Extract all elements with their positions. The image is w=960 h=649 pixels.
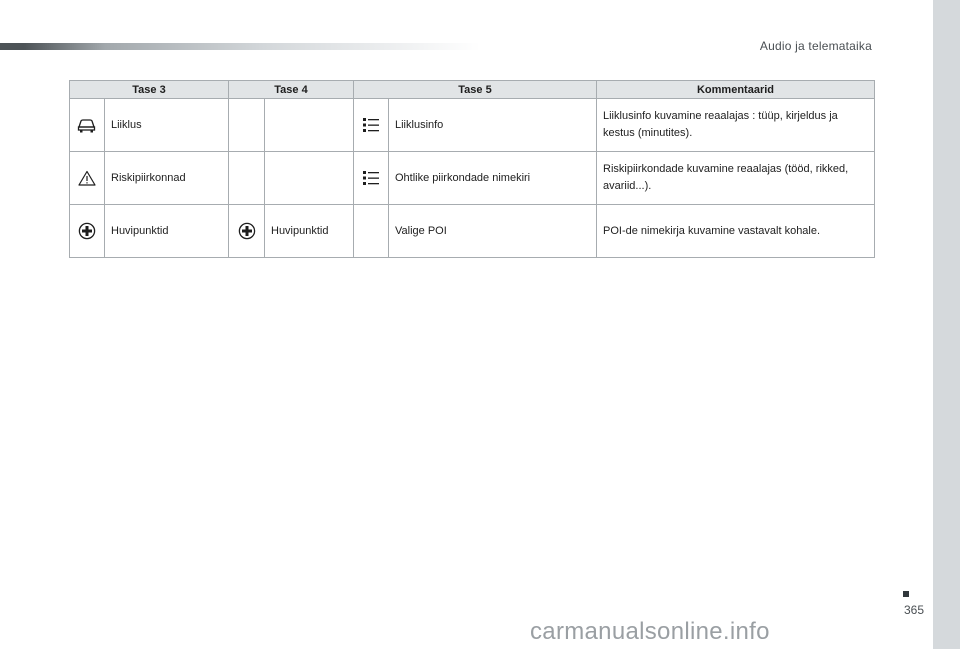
level3-icon-cell — [70, 152, 105, 205]
level3-label: Huvipunktid — [105, 205, 229, 258]
level4-label — [265, 99, 354, 152]
watermark: carmanualsonline.info — [530, 618, 770, 645]
level3-icon-cell — [70, 99, 105, 152]
level4-icon-cell — [229, 99, 265, 152]
level3-icon-cell — [70, 205, 105, 258]
column-header-level4: Tase 4 — [229, 81, 354, 99]
table-row — [70, 205, 875, 258]
table-row — [70, 99, 875, 152]
traffic-car-icon — [77, 117, 97, 133]
section-title: Audio ja telemataika — [759, 39, 872, 53]
table-row — [70, 152, 875, 205]
level5-icon-cell — [354, 205, 389, 258]
level3-label: Liiklus — [105, 99, 229, 152]
comment-cell: Riskipiirkondade kuvamine reaalajas (tööd, rikked, avariid...). — [597, 152, 875, 205]
page-marker — [903, 591, 909, 597]
comment-cell: POI-de nimekirja kuvamine vastavalt kohale. — [597, 205, 875, 258]
level5-icon-cell — [354, 99, 389, 152]
level3-label: Riskipiirkonnad — [105, 152, 229, 205]
level4-icon-cell — [229, 205, 265, 258]
info-table — [69, 80, 875, 258]
level4-icon-cell — [229, 152, 265, 205]
plus-circle-icon — [238, 222, 256, 240]
page-number: 365 — [903, 603, 924, 617]
level5-label: Ohtlike piirkondade nimekiri — [389, 152, 597, 205]
list-icon — [362, 170, 380, 186]
column-header-comment: Kommentaarid — [597, 81, 875, 99]
header-gradient-bar — [0, 43, 480, 50]
level5-icon-cell — [354, 152, 389, 205]
warning-triangle-icon — [78, 170, 96, 186]
plus-circle-icon — [78, 222, 96, 240]
level5-label: Valige POI — [389, 205, 597, 258]
comment-cell: Liiklusinfo kuvamine reaalajas : tüüp, kirjeldus ja kestus (minutites). — [597, 99, 875, 152]
level4-label: Huvipunktid — [265, 205, 354, 258]
level5-label: Liiklusinfo — [389, 99, 597, 152]
column-header-level5: Tase 5 — [354, 81, 597, 99]
list-icon — [362, 117, 380, 133]
table-header-row — [70, 81, 875, 99]
level4-label — [265, 152, 354, 205]
column-header-level3: Tase 3 — [70, 81, 229, 99]
side-strip — [933, 0, 960, 649]
